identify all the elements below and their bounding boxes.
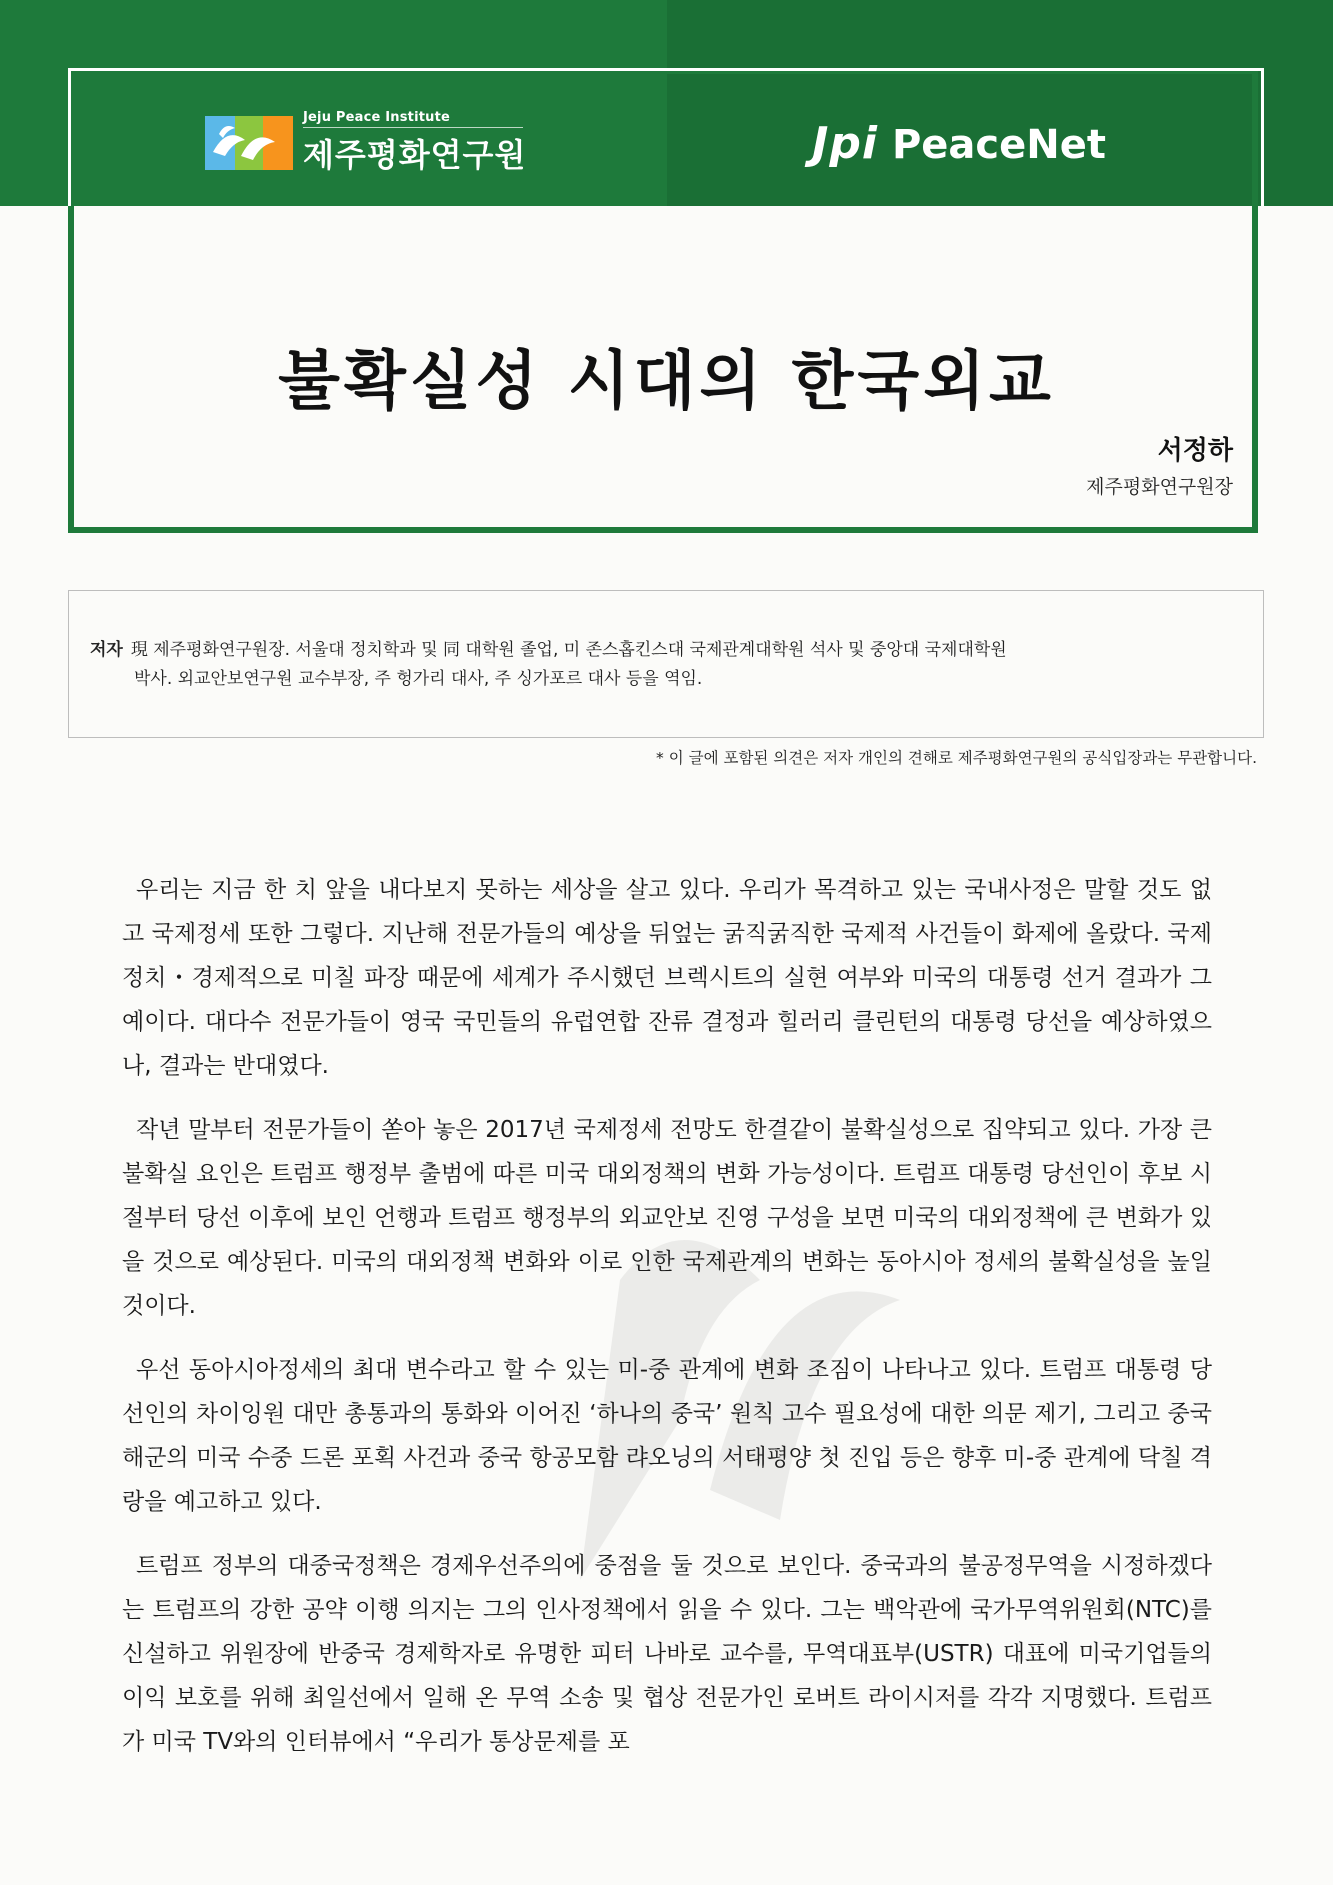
article-body	[122, 868, 1212, 1784]
author-bio	[90, 636, 1240, 694]
jpi-logo-text: Jpi	[812, 118, 878, 169]
paragraph-3: 우선 동아시아정세의 최대 변수라고 할 수 있는 미-중 관계에 변화 조짐이 나타나고 있다. 트럼프 대통령 당선인의 차이잉원 대만 총통과의 통화와 이어진 ‘하나의 중국’ 원칙 고수 필요성에 대한 의문 제기, 그리고 중국 해군의 미국 수중 드론 포획 사건과 중국 항공모함 랴오닝의 서태평양 첫 진입 등은 향후 미-중 관계에 닥칠 격랑을 예고하고 있다.	[122, 1357, 1212, 1515]
author-name: 서정하	[1157, 436, 1233, 466]
frame-left-line	[68, 68, 71, 206]
jeju-peace-institute-logo	[205, 110, 526, 176]
institute-name-ko: 제주평화연구원	[303, 136, 527, 174]
peacenet-logo-text: PeaceNet	[891, 122, 1106, 168]
author-role: 제주평화연구원장	[1086, 476, 1233, 498]
bio-line-1: 現 제주평화연구원장. 서울대 정치학과 및 同 대학원 졸업, 미 존스홉킨스대 국제관계대학원 석사 및 중앙대 국제대학원	[130, 640, 1007, 660]
bio-label: 저자	[90, 640, 123, 660]
disclaimer: * 이 글에 포함된 의견은 저자 개인의 견해로 제주평화연구원의 공식입장과는 무관합니다.	[656, 749, 1257, 767]
paragraph-2: 작년 말부터 전문가들이 쏟아 놓은 2017년 국제정세 전망도 한결같이 불확실성으로 집약되고 있다. 가장 큰 불확실 요인은 트럼프 행정부 출범에 따른 미국 대외정책의 변화 가능성이다. 트럼프 대통령 당선인이 후보 시절부터 당선 이후에 보인 언행과 트럼프 행정부의 외교안보 진영 구성을 보면 미국의 대외정책에 큰 변화가 있을 것으로 예상된다. 미국의 대외정책 변화와 이로 인한 국제관계의 변화는 동아시아 정세의 불확실성을 높일 것이다.	[122, 1117, 1212, 1319]
paragraph-1: 우리는 지금 한 치 앞을 내다보지 못하는 세상을 살고 있다. 우리가 목격하고 있는 국내사정은 말할 것도 없고 국제정세 또한 그렇다. 지난해 전문가들의 예상을 뒤엎는 굵직굵직한 국제적 사건들이 화제에 올랐다. 국제정치・경제적으로 미칠 파장 때문에 세계가 주시했던 브렉시트의 실현 여부와 미국의 대통령 선거 결과가 그 예이다. 대다수 전문가들이 영국 국민들의 유럽연합 잔류 결정과 힐러리 클린턴의 대통령 당선을 예상하였으나, 결과는 반대였다.	[122, 877, 1212, 1079]
jeju-peace-dove-icon	[205, 112, 293, 174]
institute-name-en: Jeju Peace Institute	[303, 110, 523, 128]
frame-top-line	[68, 68, 1264, 71]
paragraph-4: 트럼프 정부의 대중국정책은 경제우선주의에 중점을 둘 것으로 보인다. 중국과의 불공정무역을 시정하겠다는 트럼프의 강한 공약 이행 의지는 그의 인사정책에서 읽을 수 있다. 그는 백악관에 국가무역위원회(NTC)를 신설하고 위원장에 반중국 경제학자로 유명한 피터 나바로 교수를, 무역대표부(USTR) 대표에 미국기업들의 이익 보호를 위해 최일선에서 일해 온 무역 소송 및 협상 전문가인 로버트 라이시저를 각각 지명했다. 트럼프가 미국 TV와의 인터뷰에서 “우리가 통상문제를 포	[122, 1553, 1212, 1755]
jpi-peacenet-logo	[812, 118, 1106, 169]
frame-right-line	[1261, 68, 1264, 206]
document-title: 불확실성 시대의 한국외교	[278, 345, 1055, 419]
bio-line-2: 박사. 외교안보연구원 교수부장, 주 헝가리 대사, 주 싱가포르 대사 등을 역임.	[134, 669, 703, 689]
